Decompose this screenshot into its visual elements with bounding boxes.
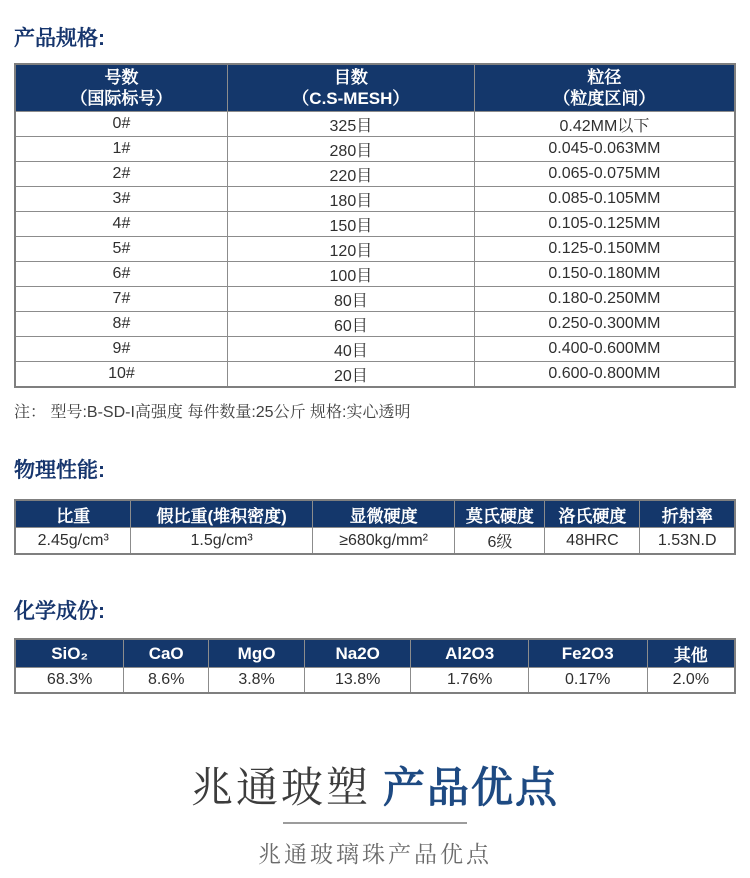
footer-headline: 产品优点 xyxy=(383,764,560,811)
footer-divider xyxy=(283,822,467,824)
chemical-table-value-row xyxy=(15,668,735,694)
spec-col-header-mesh-line1: 目数 xyxy=(333,68,368,87)
table-cell: 8# xyxy=(15,312,227,337)
physical-section-title: 物理性能: xyxy=(14,459,105,482)
table-cell: 9# xyxy=(15,337,227,362)
spec-table-row xyxy=(15,162,735,187)
brand-name: 兆通玻塑 xyxy=(190,764,371,811)
table-cell: 0.085-0.105MM xyxy=(474,187,735,212)
table-cell: 7# xyxy=(15,287,227,312)
table-cell: 2.45g/cm³ xyxy=(15,528,131,555)
table-cell: 3.8% xyxy=(209,668,305,694)
table-cell: 6# xyxy=(15,262,227,287)
spec-table-header-row xyxy=(15,64,735,112)
table-cell: 5# xyxy=(15,237,227,262)
table-cell: 0.045-0.063MM xyxy=(474,137,735,162)
table-cell: 0.180-0.250MM xyxy=(474,287,735,312)
table-cell: 8.6% xyxy=(124,668,209,694)
spec-col-header-size xyxy=(474,64,735,112)
footer-banner xyxy=(14,765,736,869)
table-cell: 325目 xyxy=(227,112,474,137)
table-cell: 6级 xyxy=(455,528,545,555)
chemical-section-title: 化学成份: xyxy=(14,600,105,623)
chemical-col-header: Na2O xyxy=(304,639,411,668)
physical-col-header: 假比重(堆积密度) xyxy=(131,500,312,528)
table-cell: 280目 xyxy=(227,137,474,162)
spec-col-header-mesh-line2: （C.S-MESH） xyxy=(292,89,410,108)
spec-table-row xyxy=(15,237,735,262)
table-cell: 100目 xyxy=(227,262,474,287)
table-cell: 180目 xyxy=(227,187,474,212)
table-cell: 150目 xyxy=(227,212,474,237)
spec-table xyxy=(14,63,736,388)
table-cell: 1# xyxy=(15,137,227,162)
physical-table-header-row xyxy=(15,500,735,528)
table-cell: 0.600-0.800MM xyxy=(474,362,735,388)
spec-col-header-mesh xyxy=(227,64,474,112)
table-cell: 3# xyxy=(15,187,227,212)
table-cell: 80目 xyxy=(227,287,474,312)
table-cell: 0.150-0.180MM xyxy=(474,262,735,287)
chemical-composition-table xyxy=(14,638,736,694)
chemical-col-header: CaO xyxy=(124,639,209,668)
table-cell: 40目 xyxy=(227,337,474,362)
spec-table-row xyxy=(15,337,735,362)
table-cell: 0.250-0.300MM xyxy=(474,312,735,337)
spec-section-title: 产品规格: xyxy=(14,27,105,50)
chemical-col-header: Al2O3 xyxy=(411,639,528,668)
physical-col-header: 显微硬度 xyxy=(312,500,455,528)
spec-table-row xyxy=(15,112,735,137)
spec-table-row xyxy=(15,137,735,162)
spec-table-row xyxy=(15,187,735,212)
spec-col-header-number-line2: （国际标号） xyxy=(70,89,173,108)
physical-properties-table xyxy=(14,499,736,555)
chemical-table-header-row xyxy=(15,639,735,668)
table-cell: 0.42MM以下 xyxy=(474,112,735,137)
table-cell: 0.400-0.600MM xyxy=(474,337,735,362)
table-cell: 1.76% xyxy=(411,668,528,694)
spec-note: 注： 型号:B-SD-I高强度 每件数量:25公斤 规格:实心透明 xyxy=(14,404,411,421)
physical-table-value-row xyxy=(15,528,735,555)
spec-col-header-size-line2: （粒度区间） xyxy=(553,89,656,108)
spec-table-row xyxy=(15,262,735,287)
footer-subtitle: 兆通玻璃珠产品优点 xyxy=(258,841,492,867)
table-cell: 4# xyxy=(15,212,227,237)
table-cell: 0.065-0.075MM xyxy=(474,162,735,187)
table-cell: 20目 xyxy=(227,362,474,388)
table-cell: 1.5g/cm³ xyxy=(131,528,312,555)
spec-col-header-number xyxy=(15,64,227,112)
footer-main-title xyxy=(14,765,736,811)
spec-table-row xyxy=(15,212,735,237)
spec-table-row xyxy=(15,312,735,337)
table-cell: 2.0% xyxy=(647,668,735,694)
chemical-col-header: SiO₂ xyxy=(15,639,124,668)
spec-col-header-size-line1: 粒径 xyxy=(587,68,622,87)
table-cell: 0# xyxy=(15,112,227,137)
table-cell: 48HRC xyxy=(545,528,640,555)
table-cell: 0.17% xyxy=(528,668,647,694)
table-cell: 120目 xyxy=(227,237,474,262)
table-cell: 2# xyxy=(15,162,227,187)
table-cell: 0.125-0.150MM xyxy=(474,237,735,262)
physical-col-header: 莫氏硬度 xyxy=(455,500,545,528)
spec-table-row xyxy=(15,287,735,312)
spec-col-header-number-line1: 号数 xyxy=(104,68,139,87)
chemical-col-header: Fe2O3 xyxy=(528,639,647,668)
table-cell: ≥680kg/mm² xyxy=(312,528,455,555)
chemical-col-header: 其他 xyxy=(647,639,735,668)
table-cell: 10# xyxy=(15,362,227,388)
table-cell: 220目 xyxy=(227,162,474,187)
spec-table-row xyxy=(15,362,735,388)
physical-col-header: 比重 xyxy=(15,500,131,528)
table-cell: 68.3% xyxy=(15,668,124,694)
table-cell: 60目 xyxy=(227,312,474,337)
physical-col-header: 折射率 xyxy=(640,500,735,528)
chemical-col-header: MgO xyxy=(209,639,305,668)
table-cell: 0.105-0.125MM xyxy=(474,212,735,237)
table-cell: 13.8% xyxy=(304,668,411,694)
physical-col-header: 洛氏硬度 xyxy=(545,500,640,528)
table-cell: 1.53N.D xyxy=(640,528,735,555)
